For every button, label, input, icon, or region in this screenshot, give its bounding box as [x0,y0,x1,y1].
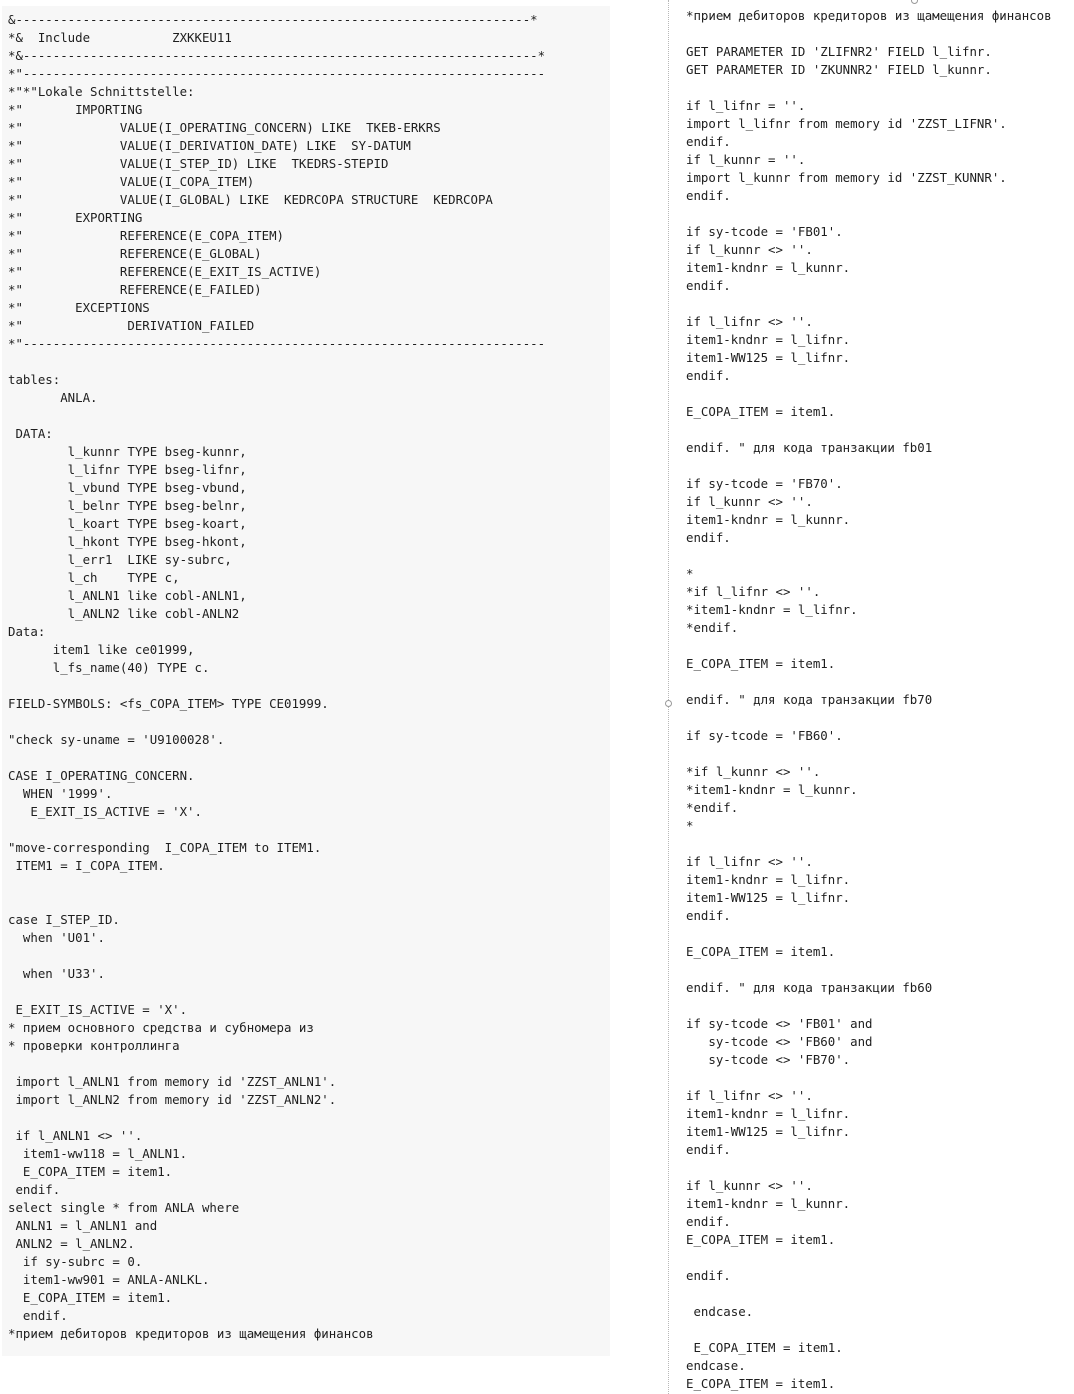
left-code-line: endif. [8,1308,68,1323]
right-code-line: endcase. [686,1304,754,1319]
right-code-line: import l_lifnr from memory id 'ZZST_LIFNR'. [686,116,1007,131]
right-code-line: if l_lifnr = ''. [686,98,806,113]
left-code-line: *" VALUE(I_GLOBAL) LIKE KEDRCOPA STRUCTURE KEDRCOPA [8,192,493,207]
right-code-line: E_COPA_ITEM = item1. [686,404,836,419]
right-code-line: item1-kndnr = l_kunnr. [686,260,851,275]
right-code-line: endif. " для кода транзакции fb01 [686,440,933,455]
right-code-line: item1-kndnr = l_lifnr. [686,1106,851,1121]
right-code-line: endif. [686,278,731,293]
right-code-line: *if l_kunnr <> ''. [686,764,821,779]
left-code-line: * прием основного средства и субномера из [8,1020,314,1035]
left-code-line: item1-ww901 = ANLA-ANLKL. [8,1272,210,1287]
right-code-line: if l_lifnr <> ''. [686,1088,813,1103]
left-code-line: if l_ANLN1 <> ''. [8,1128,143,1143]
left-code-line: *" IMPORTING [8,102,143,117]
left-code-line: when 'U33'. [8,966,105,981]
right-code-line: *if l_lifnr <> ''. [686,584,821,599]
right-code-line: import l_kunnr from memory id 'ZZST_KUNNR'. [686,170,1007,185]
left-code-line: *" VALUE(I_OPERATING_CONCERN) LIKE TKEB-ERKRS [8,120,441,135]
left-code-line: *&---------------------------------------------------------------------* [8,48,546,63]
left-code-line: *"---------------------------------------------------------------------- [8,336,546,351]
left-code-line: l_belnr TYPE bseg-belnr, [8,498,247,513]
left-code-line: tables: [8,372,61,387]
right-code-line: *item1-kndnr = l_lifnr. [686,602,858,617]
left-code-line: if sy-subrc = 0. [8,1254,143,1269]
left-code-line: WHEN '1999'. [8,786,113,801]
left-code-line: CASE I_OPERATING_CONCERN. [8,768,195,783]
right-code-line: endif. [686,134,731,149]
left-code-line: * проверки контроллинга [8,1038,180,1053]
left-code-line: case I_STEP_ID. [8,912,120,927]
left-code-line: l_vbund TYPE bseg-vbund, [8,480,247,495]
left-code-line: ANLA. [8,390,98,405]
left-code-line: l_koart TYPE bseg-koart, [8,516,247,531]
left-code-line: item1-ww118 = l_ANLN1. [8,1146,188,1161]
right-code-line: if sy-tcode <> 'FB01' and [686,1016,873,1031]
right-code-line: endif. " для кода транзакции fb60 [686,980,933,995]
right-code-line: if l_lifnr <> ''. [686,854,813,869]
left-code-line: l_ANLN2 like cobl-ANLN2 [8,606,240,621]
right-code-line: * [686,818,694,833]
left-code-line: *" REFERENCE(E_GLOBAL) [8,246,262,261]
right-code-line: *прием дебиторов кредиторов из щамещения финансов [686,8,1052,23]
left-code-line: item1 like ce01999, [8,642,195,657]
right-code-line: endcase. [686,1358,746,1373]
right-code-line: *item1-kndnr = l_kunnr. [686,782,858,797]
right-code-line: sy-tcode <> 'FB60' and [686,1034,873,1049]
left-code-line: *" VALUE(I_DERIVATION_DATE) LIKE SY-DATUM [8,138,411,153]
right-code-line: *endif. [686,800,739,815]
left-code-line: *" DERIVATION_FAILED [8,318,255,333]
right-code-line: if l_kunnr <> ''. [686,494,813,509]
right-code-line: if l_lifnr <> ''. [686,314,813,329]
right-code-line: E_COPA_ITEM = item1. [686,656,836,671]
right-code-line: item1-WW125 = l_lifnr. [686,890,851,905]
right-code-line: endif. [686,1214,731,1229]
left-code-line: Data: [8,624,46,639]
right-code-line: endif. " для кода транзакции fb70 [686,692,933,707]
right-code-line: item1-WW125 = l_lifnr. [686,1124,851,1139]
left-code-line: *" REFERENCE(E_COPA_ITEM) [8,228,285,243]
left-code-line: FIELD-SYMBOLS: <fs_COPA_ITEM> TYPE CE01999. [8,696,329,711]
right-code-line: if sy-tcode = 'FB01'. [686,224,843,239]
left-code-line: *" EXPORTING [8,210,143,225]
right-code-line: GET PARAMETER ID 'ZKUNNR2' FIELD l_kunnr. [686,62,992,77]
left-code-line: DATA: [8,426,53,441]
left-code-line: l_ch TYPE c, [8,570,180,585]
left-code-line: *& Include ZXKKEU11 [8,30,232,45]
left-code-line: l_ANLN1 like cobl-ANLN1, [8,588,247,603]
left-code-line: E_COPA_ITEM = item1. [8,1290,173,1305]
right-code-line: endif. [686,368,731,383]
right-code-line: endif. [686,1142,731,1157]
left-code-line: E_COPA_ITEM = item1. [8,1164,173,1179]
right-code-line: endif. [686,908,731,923]
left-code-line: ANLN2 = l_ANLN2. [8,1236,135,1251]
left-code-line: *"---------------------------------------------------------------------- [8,66,546,81]
left-code-line: "move-corresponding I_COPA_ITEM to ITEM1. [8,840,322,855]
right-code-line: E_COPA_ITEM = item1. [686,944,836,959]
left-code-line: ANLN1 = l_ANLN1 and [8,1218,158,1233]
right-code-line: item1-kndnr = l_kunnr. [686,512,851,527]
left-code-line: when 'U01'. [8,930,105,945]
selection-handle-left[interactable] [665,700,672,707]
right-code-line: item1-kndnr = l_lifnr. [686,332,851,347]
left-code-line: *" VALUE(I_STEP_ID) LIKE TKEDRS-STEPID [8,156,389,171]
left-code-line: l_err1 LIKE sy-subrc, [8,552,232,567]
right-code-line: if l_kunnr <> ''. [686,242,813,257]
code-panel-right [668,0,1074,1394]
right-code-line: E_COPA_ITEM = item1. [686,1376,836,1391]
right-code-line: endif. [686,1268,731,1283]
right-code-line: endif. [686,188,731,203]
right-code-line: item1-kndnr = l_kunnr. [686,1196,851,1211]
left-code-line: ITEM1 = I_COPA_ITEM. [8,858,165,873]
left-code-line: endif. [8,1182,61,1197]
left-code-line: select single * from ANLA where [8,1200,240,1215]
left-code-line: E_EXIT_IS_ACTIVE = 'X'. [8,1002,188,1017]
left-code-line: l_lifnr TYPE bseg-lifnr, [8,462,247,477]
right-code-line: if l_kunnr = ''. [686,152,806,167]
right-code-line: if l_kunnr <> ''. [686,1178,813,1193]
left-code-line: *" VALUE(I_COPA_ITEM) [8,174,255,189]
left-code-line: E_EXIT_IS_ACTIVE = 'X'. [8,804,202,819]
right-code-line: sy-tcode <> 'FB70'. [686,1052,851,1067]
left-code-line: *прием дебиторов кредиторов из щамещения финансов [8,1326,374,1341]
right-code-line: GET PARAMETER ID 'ZLIFNR2' FIELD l_lifnr. [686,44,992,59]
right-code-line: if sy-tcode = 'FB70'. [686,476,843,491]
right-code-line: *endif. [686,620,739,635]
code-panel-left [2,6,610,1356]
left-code-line: l_kunnr TYPE bseg-kunnr, [8,444,247,459]
left-code-line: import l_ANLN2 from memory id 'ZZST_ANLN2'. [8,1092,337,1107]
left-code-line: *" EXCEPTIONS [8,300,150,315]
right-code-line: item1-WW125 = l_lifnr. [686,350,851,365]
left-code-line: *"*"Lokale Schnittstelle: [8,84,195,99]
right-code-line: E_COPA_ITEM = item1. [686,1232,836,1247]
right-code-line: item1-kndnr = l_lifnr. [686,872,851,887]
right-code-line: endif. [686,530,731,545]
left-code-line: *" REFERENCE(E_FAILED) [8,282,262,297]
left-code-line: l_hkont TYPE bseg-hkont, [8,534,247,549]
left-code-line: import l_ANLN1 from memory id 'ZZST_ANLN1'. [8,1074,337,1089]
left-code-line: "check sy-uname = 'U9100028'. [8,732,225,747]
selection-handle-top[interactable] [911,0,918,4]
left-code-line: l_fs_name(40) TYPE c. [8,660,210,675]
left-code-line: *" REFERENCE(E_EXIT_IS_ACTIVE) [8,264,322,279]
left-code-line: &---------------------------------------------------------------------* [8,12,538,27]
right-code-line: if sy-tcode = 'FB60'. [686,728,843,743]
right-code-line: E_COPA_ITEM = item1. [686,1340,843,1355]
right-code-line: * [686,566,694,581]
